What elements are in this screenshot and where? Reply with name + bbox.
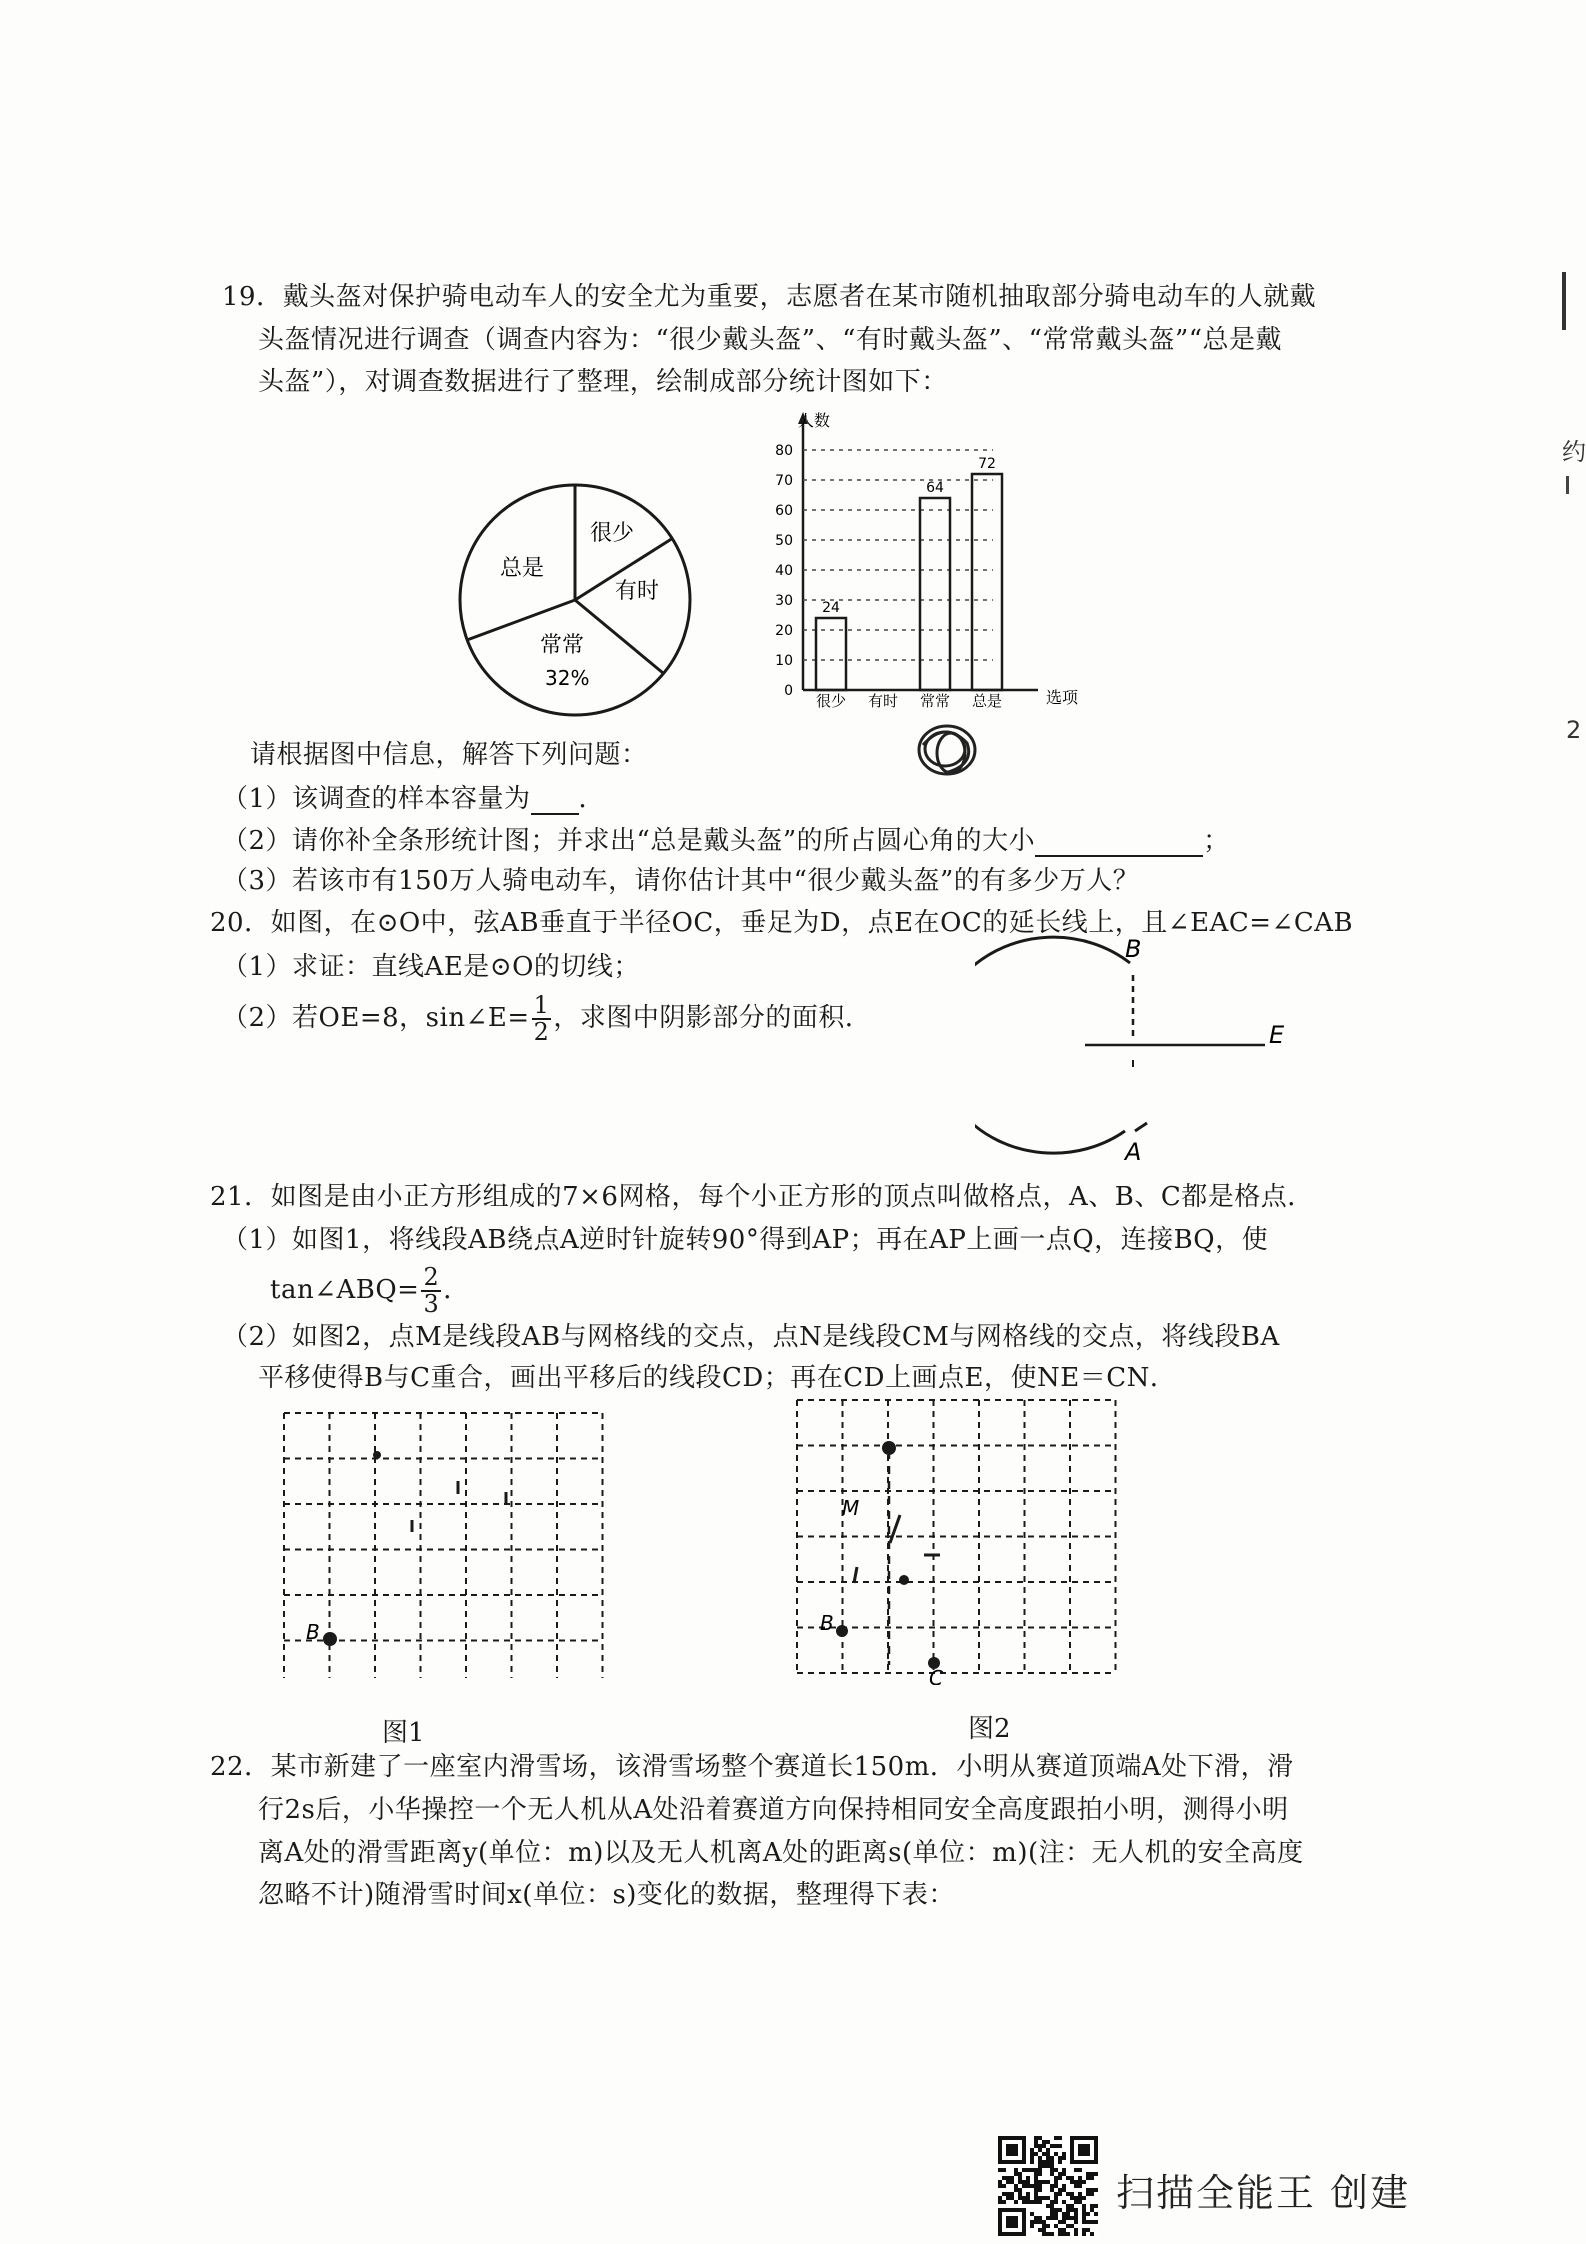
y-tick-label: 10 <box>775 653 793 669</box>
fraction-denominator: 2 <box>533 1018 550 1047</box>
q19-part-2-text: （2）请你补全条形统计图；并求出“总是戴头盔”的所占圆心角的大小 <box>222 826 1036 856</box>
scribble-mark <box>905 715 995 790</box>
y-tick-label: 0 <box>784 683 793 699</box>
q22-line-1: 22．某市新建了一座室内滑雪场，该滑雪场整个赛道长150m．小明从赛道顶端A处下滑，滑 <box>210 1752 1294 1782</box>
fraction-two-thirds <box>421 1265 441 1317</box>
pie-label-always: 总是 <box>500 556 545 581</box>
bar-很少 <box>816 618 846 690</box>
q19-part-1-end: ． <box>578 784 606 814</box>
y-tick-label: 30 <box>775 593 793 609</box>
q19-part-2 <box>222 824 1230 857</box>
q21-line-1: 21．如图是由小正方形组成的7×6网格，每个小正方形的顶点叫做格点，A、B、C都是格点． <box>210 1182 1314 1212</box>
fraction-numerator: 1 <box>533 991 550 1019</box>
pie-chart <box>455 480 695 720</box>
q21-tan <box>270 1265 470 1317</box>
y-tick-label: 80 <box>775 443 793 459</box>
q20-part-2 <box>222 993 871 1045</box>
y-tick-label: 50 <box>775 533 793 549</box>
bar-chart <box>748 410 1108 710</box>
q22-line-4: 忽略不计)随滑雪时间x(单位：s)变化的数据，整理得下表： <box>258 1880 955 1910</box>
scanner-brand: 扫描全能王 创建 <box>1116 2171 1411 2215</box>
margin-bar <box>1562 272 1566 330</box>
x-tick-label: 有时 <box>867 692 899 710</box>
q21-part-1: （1）如图1，将线段AB绕点A逆时针旋转90°得到AP；再在AP上画一点Q，连接BQ，使 <box>222 1225 1269 1255</box>
grid2-point-b-label: B <box>820 1611 834 1635</box>
q22-line-3: 离A处的滑雪距离y(单位：m)以及无人机离A处的距离s(单位：m)(注：无人机的安全高度 <box>258 1838 1304 1868</box>
q21-tan-post: ． <box>443 1275 470 1306</box>
bar-value-label: 64 <box>926 480 944 496</box>
grid-figure-2 <box>792 1395 1142 1685</box>
q21-tan-pre: tan∠ABQ= <box>270 1275 420 1306</box>
q20-line-1: 20．如图，在⊙O中，弦AB垂直于半径OC，垂足为D，点E在OC的延长线上，且∠EAC=∠CAB <box>210 908 1354 938</box>
grid-mark-dot <box>373 1451 381 1459</box>
y-axis-label: 人数 <box>798 411 831 430</box>
grid-mark <box>854 1567 857 1583</box>
bar-value-label: 72 <box>978 456 996 472</box>
point-b-dot <box>323 1632 337 1646</box>
bar-常常 <box>920 498 950 690</box>
point-b-dot <box>836 1625 848 1637</box>
pie-divider-lower-right <box>575 600 663 673</box>
pie-pct-often: 32% <box>545 666 590 690</box>
pie-label-often: 常常 <box>540 633 585 658</box>
margin-tick <box>1566 476 1569 494</box>
fraction-one-half <box>532 993 552 1045</box>
figure-1-caption: 图1 <box>382 1718 425 1748</box>
point-e-label: E <box>1269 1021 1285 1049</box>
bar-总是 <box>972 474 1002 690</box>
y-tick-label: 40 <box>775 563 793 579</box>
q19-part-2-end: ； <box>1203 826 1230 856</box>
grid-mark <box>890 1515 900 1543</box>
q20-part-1: （1）求证：直线AE是⊙O的切线； <box>222 952 640 982</box>
answer-blank-1[interactable] <box>531 782 579 815</box>
arc-end-mark <box>1135 1123 1147 1131</box>
q19-line-1: 19．戴头盔对保护骑电动车人的安全尤为重要，志愿者在某市随机抽取部分骑电动车的人就戴 <box>222 282 1317 312</box>
q21-part-2: （2）如图2，点M是线段AB与网格线的交点，点N是线段CM与网格线的交点，将线段BA <box>222 1322 1280 1352</box>
answer-blank-2[interactable] <box>1035 824 1203 857</box>
q19-part-1-text: （1）该调查的样本容量为 <box>222 784 531 814</box>
q19-part-1 <box>222 782 605 815</box>
q19-part-3: （3）若该市有150万人骑电动车，请你估计其中“很少戴头盔”的有多少万人？ <box>222 866 1140 896</box>
point-a-label: A <box>1125 1138 1142 1166</box>
point-dot <box>899 1575 909 1585</box>
q20-part-2-post: ，求图中阴影部分的面积． <box>553 1003 872 1034</box>
x-tick-label: 常常 <box>919 692 951 710</box>
margin-number: 2 <box>1566 716 1582 744</box>
pie-label-sometimes: 有时 <box>615 579 660 604</box>
y-tick-label: 60 <box>775 503 793 519</box>
bar-value-label: 24 <box>822 600 840 616</box>
x-axis-label: 选项 <box>1046 688 1079 707</box>
margin-char: 约 <box>1562 438 1586 466</box>
y-tick-label: 20 <box>775 623 793 639</box>
point-b-label: B <box>1125 935 1142 963</box>
grid-figure-1 <box>270 1408 620 1678</box>
q20-part-2-pre: （2）若OE=8，sin∠E= <box>222 1003 530 1034</box>
q21-part-2b: 平移使得B与C重合，画出平移后的线段CD；再在CD上画点E，使NE＝CN． <box>258 1363 1177 1393</box>
grid2-point-c-label: C <box>929 1666 943 1685</box>
fraction-numerator: 2 <box>423 1263 440 1291</box>
q19-intro: 请根据图中信息，解答下列问题： <box>250 740 648 770</box>
q22-line-2: 行2s后，小华操控一个无人机从A处沿着赛道方向保持相同安全高度跟拍小明，测得小明 <box>258 1795 1289 1825</box>
q19-line-2: 头盔情况进行调查（调查内容为：“很少戴头盔”、“有时戴头盔”、“常常戴头盔”“总是戴 <box>258 325 1283 355</box>
pie-label-rarely: 很少 <box>590 521 635 546</box>
y-tick-label: 70 <box>775 473 793 489</box>
q19-line-3: 头盔”），对调查数据进行了整理，绘制成部分统计图如下： <box>258 367 948 397</box>
grid1-point-b-label: B <box>306 1620 320 1644</box>
x-tick-label: 总是 <box>971 692 1003 710</box>
grid2-point-m-label: M <box>842 1496 860 1520</box>
circle-figure <box>975 935 1305 1175</box>
figure-2-caption: 图2 <box>968 1714 1011 1744</box>
qr-code-icon <box>998 2136 1098 2236</box>
x-tick-label: 很少 <box>815 692 847 710</box>
fraction-denominator: 3 <box>423 1290 440 1319</box>
